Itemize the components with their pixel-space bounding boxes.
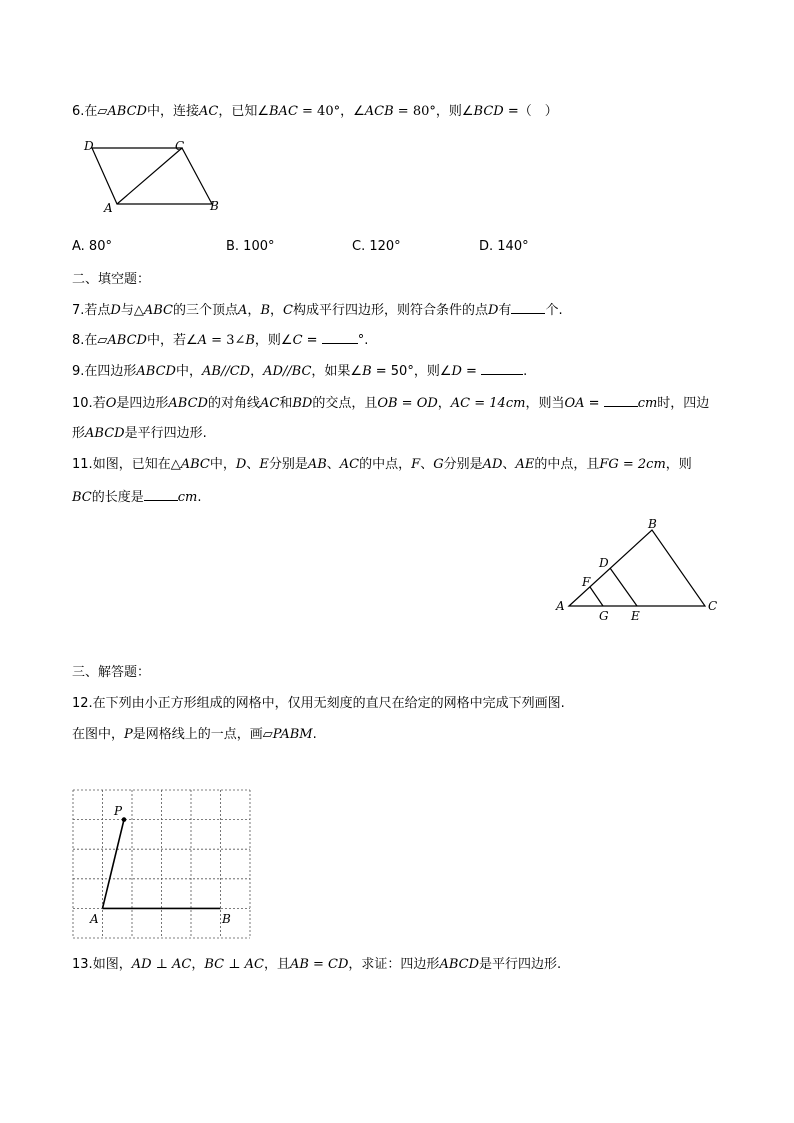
q7-text: 7.若点D与△ABC的三个顶点A，B，C构成平行四边形，则符合条件的点D有 个. xyxy=(72,303,563,318)
option-d[interactable]: D. 140° xyxy=(479,239,529,254)
triangle-abc xyxy=(569,530,705,606)
answer-blank[interactable] xyxy=(481,362,523,375)
q6-text: 6.在▱ABCD中，连接AC，已知∠BAC = 40°，∠ACB = 80°，则∠BCD =（ ） xyxy=(72,104,558,119)
label-e: E xyxy=(631,609,640,623)
label-b: B xyxy=(210,199,219,213)
label-d: D xyxy=(599,556,609,570)
section-2-heading: 二、填空题： xyxy=(72,272,151,287)
option-c[interactable]: C. 120° xyxy=(352,239,401,254)
label-d: D xyxy=(84,139,94,153)
label-a: A xyxy=(90,912,99,926)
answer-blank[interactable] xyxy=(511,301,545,314)
q13-text: 13.如图，AD ⊥ AC，BC ⊥ AC，且AB = CD，求证：四边形ABCD是平行四边形. xyxy=(72,957,562,972)
q12-grid-figure xyxy=(70,787,255,943)
section-3-heading: 三、解答题： xyxy=(72,665,151,680)
segment-fg xyxy=(590,587,603,606)
option-b[interactable]: B. 100° xyxy=(226,239,275,254)
answer-blank[interactable] xyxy=(604,394,638,407)
q10-text-line2: 形ABCD是平行四边形. xyxy=(72,426,207,441)
q6-parallelogram-figure xyxy=(80,136,230,218)
parallelogram-abcd xyxy=(92,148,212,204)
q12-text: 12.在下列由小正方形组成的网格中，仅用无刻度的直尺在给定的网格中完成下列画图. xyxy=(72,696,565,711)
q10-text: 10.若O是四边形ABCD的对角线AC和BD的交点，且OB = OD，AC = 14cm，则当OA = cm时，四边 xyxy=(72,396,710,411)
q11-text-line2: BC的长度是 cm. xyxy=(72,490,202,505)
question-number: 6. xyxy=(72,104,85,119)
point-p xyxy=(122,817,127,822)
label-p: P xyxy=(114,804,123,818)
answer-blank[interactable] xyxy=(322,331,358,344)
q11-triangle-figure xyxy=(552,514,727,626)
q8-text: 8.在▱ABCD中，若∠A = 3∠B，则∠C = °. xyxy=(72,333,369,348)
answer-blank[interactable] xyxy=(144,488,178,501)
segment-de xyxy=(610,568,637,606)
q11-text: 11.如图，已知在△ABC中，D、E分别是AB、AC的中点，F、G分别是AD、AE的中点，且FG = 2cm，则 xyxy=(72,457,692,472)
label-a: A xyxy=(556,599,565,613)
label-f: F xyxy=(582,575,591,589)
label-c: C xyxy=(175,139,185,153)
label-b: B xyxy=(222,912,231,926)
label-g: G xyxy=(599,609,609,623)
label-a: A xyxy=(104,201,113,215)
option-a[interactable]: A. 80° xyxy=(72,239,112,254)
diagonal-ac xyxy=(117,148,182,204)
segment-ap xyxy=(103,820,125,909)
q9-text: 9.在四边形ABCD中，AB//CD，AD//BC，如果∠B = 50°，则∠D = . xyxy=(72,364,528,379)
label-b: B xyxy=(648,517,657,531)
label-c: C xyxy=(708,599,718,613)
q12-text-line2: 在图中，P是网格线上的一点，画▱PABM. xyxy=(72,727,317,742)
